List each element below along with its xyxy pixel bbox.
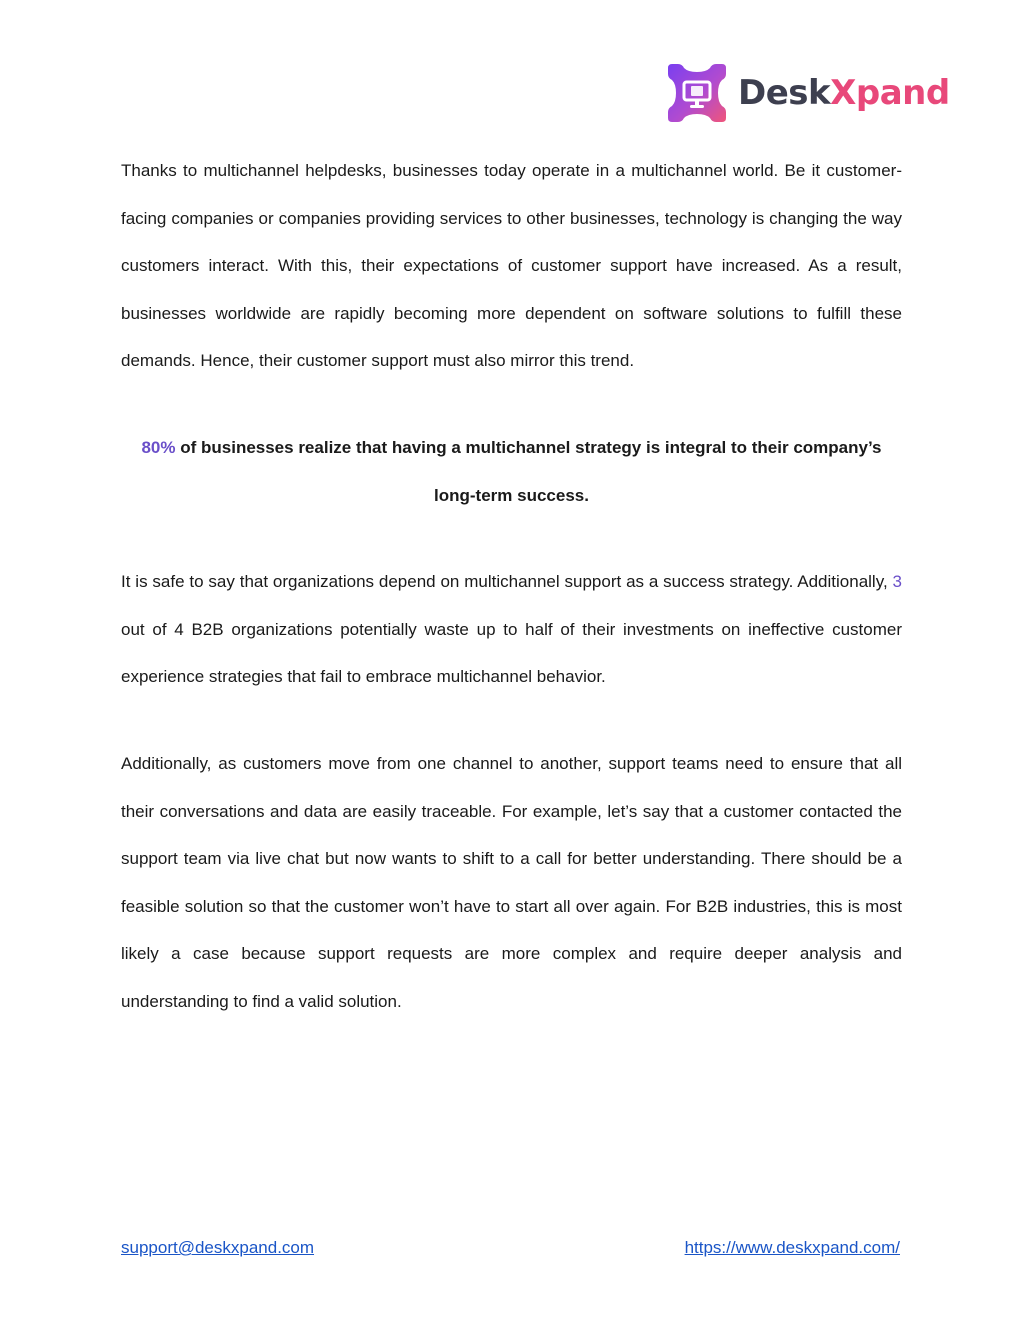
callout-text: of businesses realize that having a multichannel strategy is integral to their company’s — [175, 438, 882, 457]
brand-wordmark — [738, 73, 950, 113]
callout-line-1 — [121, 424, 902, 472]
brand-name-xpand: Xpand — [830, 73, 950, 113]
monitor-logo-icon — [664, 60, 730, 126]
strategy-text-before: It is safe to say that organizations depend on multichannel support as a success strategy. Additionally, — [121, 572, 893, 591]
stat-callout — [121, 424, 902, 519]
strategy-text-after: out of 4 B2B organizations potentially waste up to half of their investments on ineffective customer experience strategies that fail to embrace multichannel behavior. — [121, 619, 902, 687]
brand-name-desk: Desk — [738, 73, 831, 113]
strategy-paragraph — [121, 558, 902, 701]
support-email-link[interactable]: support@deskxpand.com — [121, 1238, 315, 1257]
deskxpand-logo — [664, 60, 950, 126]
strategy-stat: 3 — [892, 572, 902, 591]
website-link[interactable]: https://www.deskxpand.com/ — [684, 1238, 900, 1257]
callout-stat: 80% — [141, 438, 176, 457]
page-footer — [121, 1238, 902, 1262]
callout-line-2: long-term success. — [434, 485, 589, 505]
intro-paragraph: Thanks to multichannel helpdesks, businesses today operate in a multichannel world. Be it customer-facing companies or companies providing services to other businesses, technology is changing the way customers interact. With this, their expectations of customer support have increased. As a result, businesses worldwide are rapidly becoming more dependent on software solutions to fulfill these demands. Hence, their customer support must also mirror this trend. — [121, 161, 902, 371]
traceability-paragraph: Additionally, as customers move from one channel to another, support teams need to ensure that all their conversations and data are easily traceable. For example, let’s say that a customer contacted the support team via live chat but now wants to shift to a call for better understanding. There should be a feasible solution so that the customer won’t have to start all over again. For B2B industries, this is most likely a case because support requests are more complex and require deeper analysis and understanding to find a valid solution. — [121, 754, 902, 1011]
